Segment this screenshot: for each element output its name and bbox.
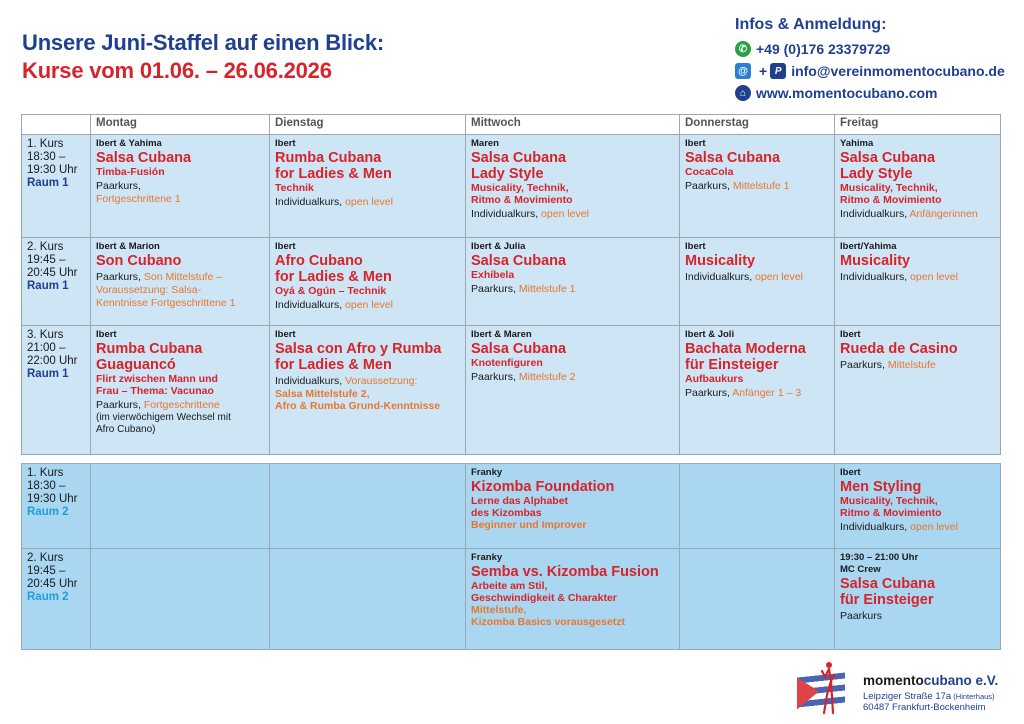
teacher-name: Ibert: [96, 329, 117, 340]
course-title-line2: für Einsteiger: [840, 592, 934, 608]
time-slot: [22, 238, 91, 326]
logo-address: [863, 691, 995, 713]
day-header-montag: Montag: [91, 115, 270, 135]
kurs-number: 3. Kurs: [27, 329, 64, 341]
course-title-line2: for Ladies & Men: [275, 166, 392, 182]
room-label: Raum 1: [27, 280, 69, 292]
course-title: Musicality: [840, 253, 911, 269]
teacher-name: MC Crew: [840, 564, 881, 575]
course-title-line2: for Ladies & Men: [275, 357, 392, 373]
course-level: Anfängerinnen: [909, 208, 978, 220]
email-row: [735, 60, 1020, 82]
phone-row: [735, 38, 1020, 60]
empty-cell: [91, 464, 270, 549]
course-title: Bachata Moderna: [685, 341, 806, 357]
teacher-name: Ibert: [275, 138, 296, 149]
time-end: 22:00 Uhr: [27, 355, 78, 367]
course-type: Paarkurs,: [685, 180, 730, 192]
time-end: 19:30 Uhr: [27, 493, 78, 505]
day-header-freitag: Freitag: [835, 115, 1001, 135]
course-level: open level: [345, 196, 393, 208]
course-level: Mittelstufe 2: [518, 371, 576, 383]
course-title-line2: Guaguancó: [96, 357, 176, 373]
course-type: Paarkurs: [840, 610, 883, 622]
course-level-line2: Salsa Mittelstufe 2,: [275, 388, 370, 400]
course-subtitle: Aufbaukurs: [685, 373, 744, 385]
course-level: Anfänger 1 – 3: [732, 387, 802, 399]
course-type: Individualkurs,: [275, 375, 343, 387]
course-subtitle-line2: Geschwindigkeit & Charakter: [471, 592, 617, 604]
course-details: [840, 521, 995, 534]
teacher-name: Ibert: [275, 329, 296, 340]
course-details: [685, 180, 829, 193]
course-details: [275, 375, 460, 388]
course-cell: [466, 549, 680, 650]
course-cell: [835, 326, 1001, 455]
kurs-number: 2. Kurs: [27, 241, 64, 253]
dancer-icon: [821, 661, 835, 715]
course-level: Son Mittelstufe –: [143, 271, 223, 283]
course-level: Beginner und Improver: [471, 519, 587, 531]
course-subtitle: Knotenfiguren: [471, 357, 543, 369]
course-title: Musicality: [685, 253, 756, 269]
course-type: Individualkurs,: [840, 521, 908, 533]
time-start: 19:45 –: [27, 565, 66, 577]
table-row: [22, 238, 1001, 326]
course-type: Paarkurs,: [685, 387, 730, 399]
course-details: [685, 271, 829, 284]
course-cell: [91, 135, 270, 238]
course-title: Salsa Cubana: [471, 341, 567, 357]
empty-cell: [270, 464, 466, 549]
teacher-name: Ibert & Yahima: [96, 138, 162, 149]
course-title: Salsa Cubana: [471, 253, 567, 269]
teacher-name: Ibert: [840, 329, 861, 340]
info-heading: Infos & Anmeldung:: [735, 16, 887, 33]
course-subtitle: CocaCola: [685, 166, 734, 178]
course-cell: [466, 326, 680, 455]
time-end: 19:30 Uhr: [27, 164, 78, 176]
email-icon: @: [735, 63, 751, 79]
time-end: 20:45 Uhr: [27, 267, 78, 279]
course-type: Paarkurs,: [96, 180, 141, 192]
kurs-number: 1. Kurs: [27, 467, 64, 479]
time-slot: [22, 549, 91, 650]
course-level-line2: Kizomba Basics vorausgesetzt: [471, 616, 626, 628]
course-cell: [680, 326, 835, 455]
course-details: [471, 208, 674, 221]
course-subtitle: Musicality, Technik,: [840, 495, 938, 507]
course-note: (im vierwöchigem Wechsel mit: [96, 412, 231, 423]
course-title: Semba vs. Kizomba Fusion: [471, 564, 659, 580]
course-title: Kizomba Foundation: [471, 479, 615, 495]
course-title: Salsa Cubana: [685, 150, 781, 166]
table-row: [22, 326, 1001, 455]
course-details: [840, 208, 995, 221]
page-title-line1: Unsere Juni-Staffel auf einen Blick:: [22, 30, 384, 55]
course-subtitle: Exhíbela: [471, 269, 515, 281]
teacher-name: Ibert & Maren: [471, 329, 532, 340]
course-type: Individualkurs,: [685, 271, 753, 283]
day-header-donnerstag: Donnerstag: [680, 115, 835, 135]
course-subtitle-line2: Ritmo & Movimiento: [840, 507, 942, 519]
room-label: Raum 1: [27, 368, 69, 380]
course-cell: [466, 238, 680, 326]
website-link[interactable]: www.momentocubano.com: [756, 85, 938, 101]
info-contact-block: [735, 16, 1020, 104]
course-cell: [835, 549, 1001, 650]
time-slot: [22, 326, 91, 455]
course-title-line2: Lady Style: [471, 166, 544, 182]
day-header-row: [22, 115, 1001, 135]
course-title-line2: Lady Style: [840, 166, 913, 182]
course-cell: [270, 238, 466, 326]
room-label: Raum 1: [27, 177, 69, 189]
teacher-name: Yahima: [840, 138, 874, 149]
course-subtitle-line2: Ritmo & Movimiento: [471, 194, 573, 206]
empty-cell: [91, 549, 270, 650]
course-title: Salsa Cubana: [840, 150, 936, 166]
course-type: Paarkurs,: [96, 271, 141, 283]
course-subtitle-line2: Frau – Thema: Vacunao: [96, 385, 214, 397]
table-row: [22, 464, 1001, 549]
course-details: [840, 271, 995, 284]
course-title: Salsa Cubana: [840, 576, 936, 592]
time-start: 19:45 –: [27, 254, 66, 266]
teacher-name: Ibert: [685, 138, 706, 149]
course-type: Individualkurs,: [471, 208, 539, 220]
course-title: Rumba Cubana: [275, 150, 382, 166]
teacher-name: Franky: [471, 467, 503, 478]
teacher-name: Ibert: [840, 467, 861, 478]
course-level-line3: Afro & Rumba Grund-Kenntnisse: [275, 400, 441, 412]
course-level-line2: Voraussetzung: Salsa-: [96, 284, 202, 296]
course-title: Men Styling: [840, 479, 922, 495]
time-start: 18:30 –: [27, 480, 66, 492]
logo-name-part1: momento: [863, 673, 924, 688]
course-details: [275, 299, 460, 312]
phone-number[interactable]: +49 (0)176 23379729: [756, 41, 891, 57]
course-title: Rueda de Casino: [840, 341, 958, 357]
empty-cell: [270, 549, 466, 650]
course-cell: [91, 238, 270, 326]
course-subtitle: Oyá & Ogún – Technik: [275, 285, 387, 297]
course-level: Voraussetzung:: [345, 375, 418, 387]
course-level: Mittelstufe 1: [732, 180, 790, 192]
course-level: Mittelstufe 1: [518, 283, 576, 295]
course-details: [471, 371, 674, 384]
course-level: open level: [541, 208, 589, 220]
teacher-name: Ibert & Joli: [685, 329, 735, 340]
logo-name-part3: e.V.: [971, 673, 999, 688]
time-slot: [22, 464, 91, 549]
course-level: Mittelstufe,: [471, 604, 527, 616]
course-subtitle: Timba-Fusión: [96, 166, 165, 178]
paypal-icon: P: [770, 63, 786, 79]
time-start: 21:00 –: [27, 342, 66, 354]
course-title: Salsa Cubana: [471, 150, 567, 166]
kurs-number: 1. Kurs: [27, 138, 64, 150]
course-details: [840, 359, 995, 372]
course-level: Mittelstufe: [887, 359, 936, 371]
course-subtitle-line2: des Kizombas: [471, 507, 542, 519]
whatsapp-icon: ✆: [735, 41, 751, 57]
course-details: [275, 196, 460, 209]
teacher-name: Ibert: [685, 241, 706, 252]
teacher-name: Franky: [471, 552, 503, 563]
momentocubano-logo: [797, 661, 1024, 721]
address-street-note: (Hinterhaus): [951, 692, 995, 701]
course-subtitle: Technik: [275, 182, 314, 194]
course-cell: [270, 326, 466, 455]
plus-sign: +: [759, 63, 768, 79]
day-header-mittwoch: Mittwoch: [466, 115, 680, 135]
course-details: [96, 180, 264, 206]
course-subtitle: Musicality, Technik,: [840, 182, 938, 194]
course-type: Individualkurs,: [840, 208, 908, 220]
day-header-dienstag: Dienstag: [270, 115, 466, 135]
logo-name: [863, 673, 998, 688]
teacher-name: Maren: [471, 138, 499, 149]
course-level: open level: [345, 299, 393, 311]
teacher-name: Ibert & Marion: [96, 241, 160, 252]
course-cell: [835, 464, 1001, 549]
empty-cell: [680, 464, 835, 549]
course-cell: [91, 326, 270, 455]
time-start: 18:30 –: [27, 151, 66, 163]
course-title-line2: for Ladies & Men: [275, 269, 392, 285]
empty-cell: [680, 549, 835, 650]
course-level: open level: [910, 271, 958, 283]
course-level-line3: Kenntnisse Fortgeschrittene 1: [96, 297, 236, 309]
course-title: Salsa con Afro y Rumba: [275, 341, 442, 357]
course-details: [471, 283, 674, 296]
course-type: Paarkurs,: [96, 399, 141, 411]
logo-name-part2: cubano: [923, 673, 972, 688]
course-subtitle-line2: Ritmo & Movimiento: [840, 194, 942, 206]
kurs-number: 2. Kurs: [27, 552, 64, 564]
course-cell: [835, 238, 1001, 326]
room-label: Raum 2: [27, 506, 69, 518]
course-subtitle: Musicality, Technik,: [471, 182, 569, 194]
page-title-line2: Kurse vom 01.06. – 26.06.2026: [22, 58, 332, 83]
time-slot: [22, 135, 91, 238]
course-type: Individualkurs,: [840, 271, 908, 283]
teacher-name: Ibert/Yahima: [840, 241, 897, 252]
course-time: 19:30 – 21:00 Uhr: [840, 552, 919, 563]
course-details: [685, 387, 829, 400]
course-title: Son Cubano: [96, 253, 182, 269]
course-type: Paarkurs,: [471, 371, 516, 383]
course-subtitle: Arbeite am Stil,: [471, 580, 548, 592]
course-subtitle: Flirt zwischen Mann und: [96, 373, 218, 385]
address-city: 60487 Frankfurt-Bockenheim: [863, 702, 986, 713]
course-cell: [680, 238, 835, 326]
header-empty: [22, 115, 91, 135]
course-cell: [270, 135, 466, 238]
course-subtitle: Lerne das Alphabet: [471, 495, 569, 507]
course-title: Afro Cubano: [275, 253, 363, 269]
address-street: Leipziger Straße 17a: [863, 691, 952, 702]
course-details: [96, 399, 264, 412]
website-row: [735, 82, 1020, 104]
teacher-name: Ibert & Julia: [471, 241, 526, 252]
teacher-name: Ibert: [275, 241, 296, 252]
course-cell: [835, 135, 1001, 238]
course-cell: [466, 464, 680, 549]
table-row: [22, 135, 1001, 238]
course-title: Rumba Cubana: [96, 341, 203, 357]
email-link[interactable]: info@vereinmomentocubano.de: [791, 63, 1005, 79]
course-cell: [680, 135, 835, 238]
course-title: Salsa Cubana: [96, 150, 192, 166]
course-details: [96, 271, 264, 310]
course-type: Paarkurs,: [840, 359, 885, 371]
room-label: Raum 2: [27, 591, 69, 603]
course-type: Paarkurs,: [471, 283, 516, 295]
schedule-table-raum1: [21, 114, 1001, 455]
course-cell: [466, 135, 680, 238]
course-title-line2: für Einsteiger: [685, 357, 779, 373]
table-row: [22, 549, 1001, 650]
schedule-table-raum2: [21, 463, 1001, 650]
course-type: Individualkurs,: [275, 196, 343, 208]
course-level: Fortgeschrittene: [143, 399, 220, 411]
course-level: open level: [910, 521, 958, 533]
course-level: Fortgeschrittene 1: [96, 193, 181, 205]
course-level: open level: [755, 271, 803, 283]
course-type: Individualkurs,: [275, 299, 343, 311]
course-note-line2: Afro Cubano): [96, 424, 156, 435]
time-end: 20:45 Uhr: [27, 578, 78, 590]
home-icon: ⌂: [735, 85, 751, 101]
